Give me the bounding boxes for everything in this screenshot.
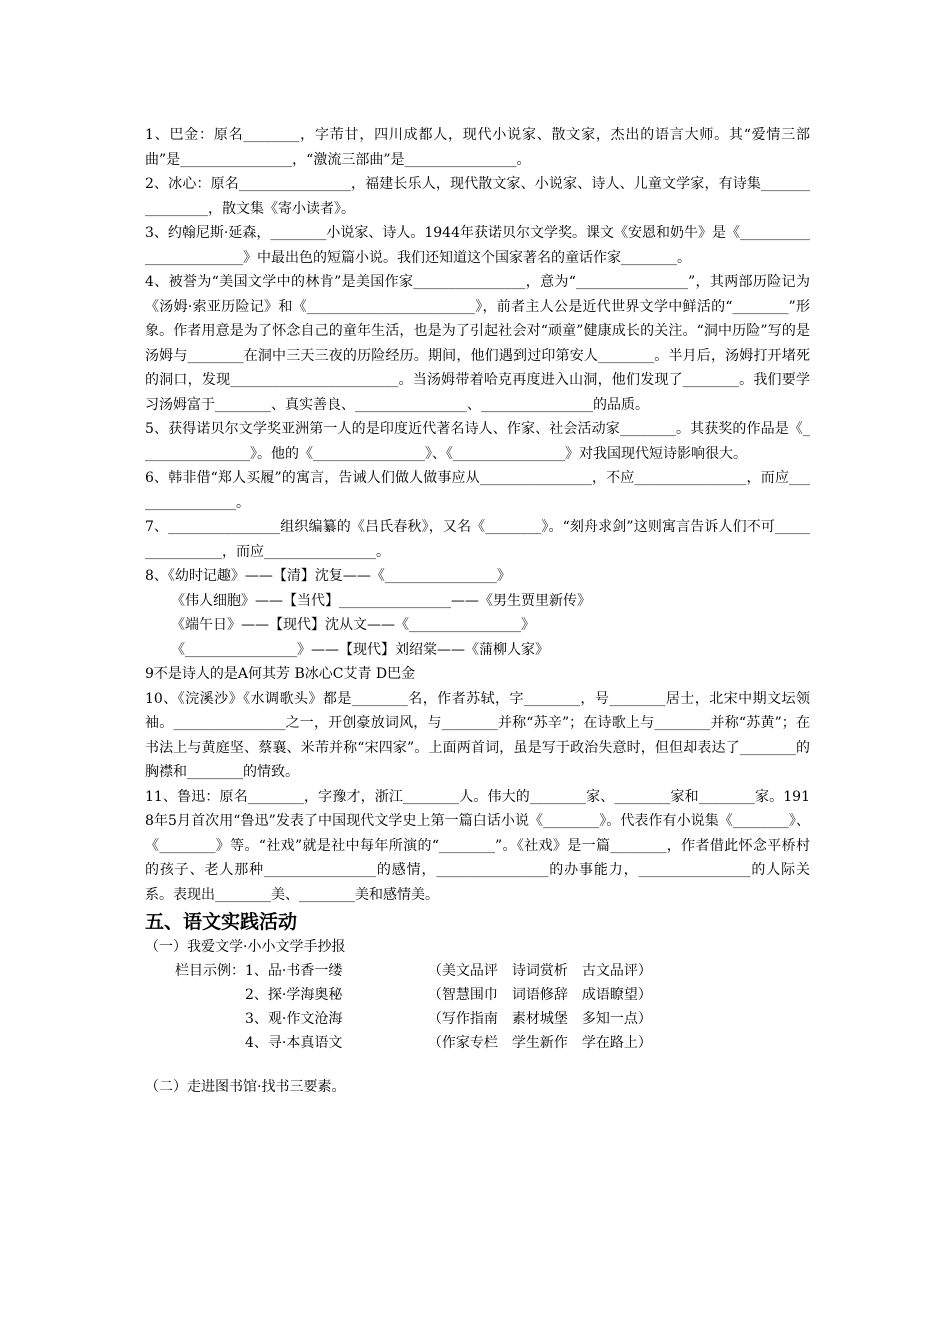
column-name: 寻·本真语文 bbox=[267, 1035, 343, 1051]
question-3: 3、约翰尼斯·延森，________小说家、诗人。1944年获诺贝尔文学奖。课文《安恩和奶牛》是《________________________》中最出色的短篇小说。我们还知道这个国家著名的童话作家________。 bbox=[145, 225, 810, 266]
question-6: 6、韩非借“郑人买履”的寓言，告诫人们做人做事应从________________，不应________________，而应________________。 bbox=[145, 470, 810, 511]
question-1: 1、巴金：原名________，字芾甘，四川成都人，现代小说家、散文家，杰出的语言大师。其“爱情三部曲”是________________，“激流三部曲”是________________。 bbox=[145, 127, 810, 168]
column-subs: （美文品评 诗词赏析 古文品评） bbox=[427, 963, 652, 979]
column-example-row bbox=[175, 1031, 652, 1055]
column-num: 2、 bbox=[245, 987, 268, 1003]
column-num: 3、 bbox=[245, 1011, 268, 1027]
question-7: 7、________________组织编纂的《吕氏春秋》，又名《________》。“刻舟求剑”这则寓言告诉人们不可________________，而应________________。 bbox=[145, 519, 810, 560]
column-subs: （智慧围巾 词语修辞 成语瞭望） bbox=[427, 987, 652, 1003]
question-9: 9不是诗人的是A何其芳 B冰心C艾青 D巴金 bbox=[145, 666, 416, 682]
section-5-part-2: （二）走进图书馆·找书三要素。 bbox=[145, 1079, 346, 1095]
worksheet-content bbox=[145, 123, 810, 1099]
column-name: 观·作文沧海 bbox=[267, 1011, 343, 1027]
section-5-heading: 五、语文实践活动 bbox=[145, 911, 298, 933]
column-name: 探·学海奥秘 bbox=[267, 987, 343, 1003]
column-subs: （作家专栏 学生新作 学在路上） bbox=[427, 1035, 652, 1051]
question-5: 5、获得诺贝尔文学奖亚洲第一人的是印度近代著名诗人、作家、社会活动家________。其获奖的作品是《________________》。他的《________________》、《________________》对我国现代短诗影响很大。 bbox=[145, 421, 810, 462]
column-example-label bbox=[175, 959, 268, 983]
question-8-line-3: 《端午日》——【现代】沈从文——《________________》 bbox=[171, 617, 535, 633]
column-example-row bbox=[175, 1007, 652, 1031]
column-num: 1、 bbox=[245, 963, 268, 979]
column-prefix: 栏目示例： bbox=[175, 963, 245, 979]
question-4: 4、被誉为“美国文学中的林肯”是美国作家________________，意为“________________”，其两部历险记为《汤姆·索亚历险记》和《________________________》，前者主人公是近代世界文学中鲜活的“________”形象。作者用意是为了怀念自己的童年生活，也是为了引起社会对“顽童”健康成长的关注。“洞中历险”写的是汤姆与________在洞中三天三夜的历险经历。期间，他们遇到过印第安人________。半月后，汤姆打开堵死的洞口，发现________________________。当汤姆带着哈克再度进入山洞，他们发现了________。我们要学习汤姆富于________、真实善良、________________、________________的品质。 bbox=[145, 274, 810, 413]
question-8: 8、《幼时记趣》——【清】沈复——《________________》 bbox=[145, 568, 511, 584]
question-8-line-2: 《伟人细胞》——【当代】________________——《男生贾里新传》 bbox=[171, 592, 591, 609]
column-examples-table bbox=[175, 959, 652, 1055]
column-subs: （写作指南 素材城堡 多知一点） bbox=[427, 1011, 652, 1027]
column-example-row bbox=[175, 983, 652, 1007]
question-10: 10、《浣溪沙》《水调歌头》都是________名，作者苏轼，字________，号________居士，北宋中期文坛领袖。________________之一，开创豪放词风，与________并称“苏辛”；在诗歌上与________并称“苏黄”；在书法上与黄庭坚、蔡襄、米芾并称“宋四家”。上面两首词，虽是写于政治失意时，但但却表达了________的胸襟和________的情致。 bbox=[145, 690, 810, 780]
column-name: 品·书香一缕 bbox=[267, 963, 343, 979]
question-8-line-4: 《________________》——【现代】刘绍棠——《蒲柳人家》 bbox=[171, 641, 549, 658]
question-2: 2、冰心：原名________________，福建长乐人，现代散文家、小说家、诗人、儿童文学家，有诗集________________，散文集《寄小读者》。 bbox=[145, 176, 810, 217]
column-num: 4、 bbox=[245, 1035, 268, 1051]
spacer bbox=[145, 1055, 810, 1075]
section-5-part-1: （一）我爱文学·小小文学手抄报 bbox=[145, 939, 346, 955]
question-11: 11、鲁迅：原名________，字豫才，浙江________人。伟大的________家、________家和________家。1918年5月首次用“鲁迅”发表了中国现代文学史上第一篇白话小说《________》。代表作有小说集《________》、《________》等。“社戏”就是社中每年所演的“________”。《社戏》是一篇________，作者借此怀念平桥村的孩子、老人那种________________的感情，________________的办事能力，________________的人际关系。表现出________美、________美和感情美。 bbox=[145, 788, 810, 903]
column-example-row bbox=[175, 959, 652, 983]
